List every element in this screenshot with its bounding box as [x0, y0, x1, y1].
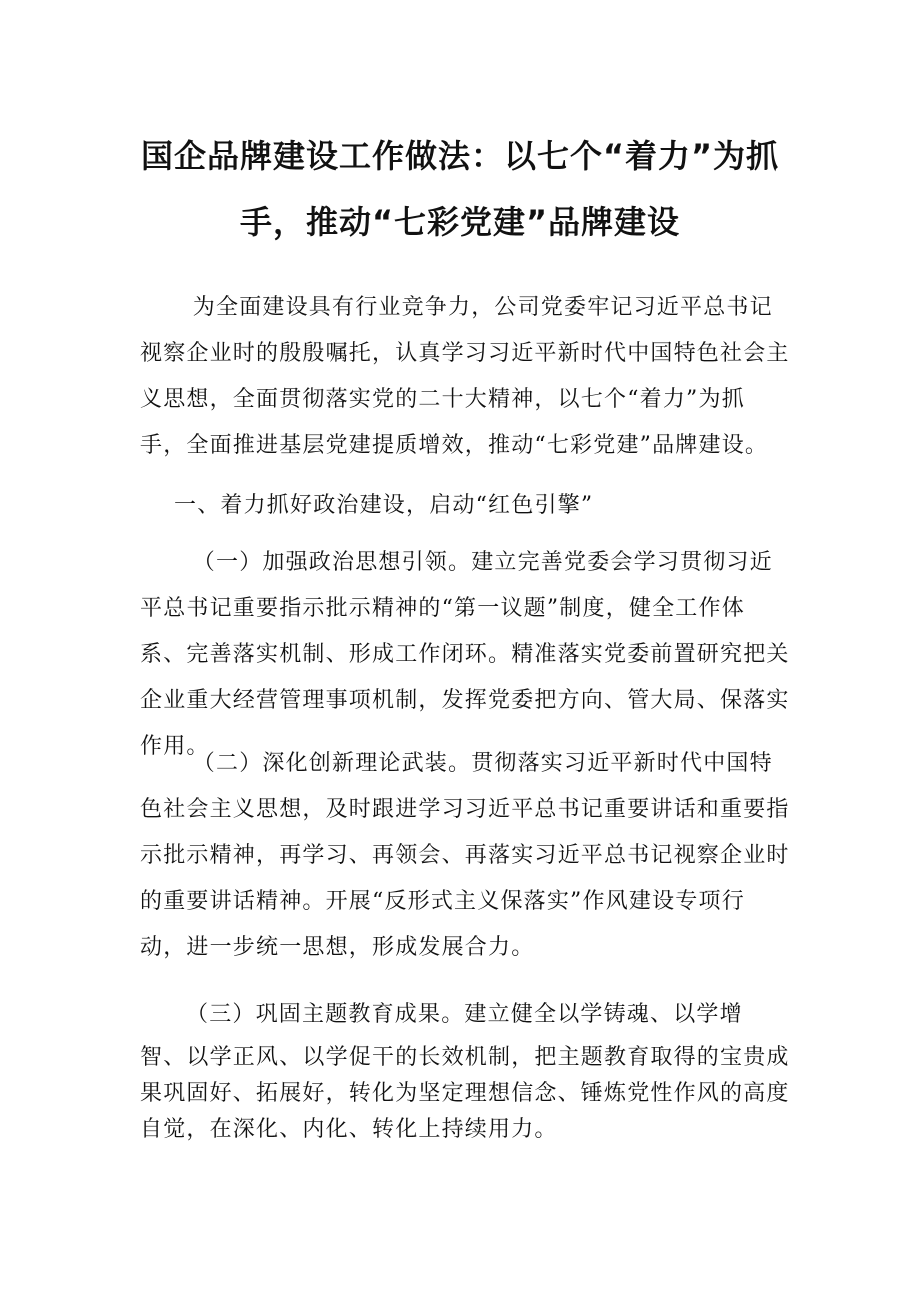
section-1-heading: 一、着力抓好政治建设，启动“红色引擎”	[174, 493, 594, 518]
section-1-item-2: （二）深化创新理论武装。贯彻落实习近平新时代中国特色社会主义思想，及时跟进学习习近平总书记重要讲话和重要指示批示精神，再学习、再领会、再落实习近平总书记视察企业时的重要讲话精神。开展“反形式主义保落实”作风建设专项行动，进一步统一思想，形成发展合力。	[140, 751, 790, 960]
intro-paragraph: 为全面建设具有行业竞争力，公司党委牢记习近平总书记视察企业时的殷殷嘱托，认真学习习近平新时代中国特色社会主义思想，全面贯彻落实党的二十大精神，以七个“着力”为抓手，全面推进基层党建提质增效，推动“七彩党建”品牌建设。	[140, 295, 790, 458]
section-1-item-1: （一）加强政治思想引领。建立完善党委会学习贯彻习近平总书记重要指示批示精神的“第一议题”制度，健全工作体系、完善落实机制、形成工作闭环。精准落实党委前置研究把关企业重大经营管理事项机制，发挥党委把方向、管大局、保落实作用。	[140, 550, 790, 759]
section-1-item-3-continuation: 智、以学正风、以学促干的长效机制，把主题教育取得的宝贵成果巩固好、拓展好，转化为坚定理想信念、锤炼党性作风的高度自觉，在深化、内化、转化上持续用力。	[140, 1045, 790, 1142]
document-title-line-2: 手，推动“七彩党建”品牌建设	[239, 203, 681, 241]
section-1-item-3-first-line: （三）巩固主题教育成果。建立健全以学铸魂、以学增	[186, 1002, 743, 1027]
document-title-line-1: 国企品牌建设工作做法：以七个“着力”为抓	[140, 137, 780, 175]
